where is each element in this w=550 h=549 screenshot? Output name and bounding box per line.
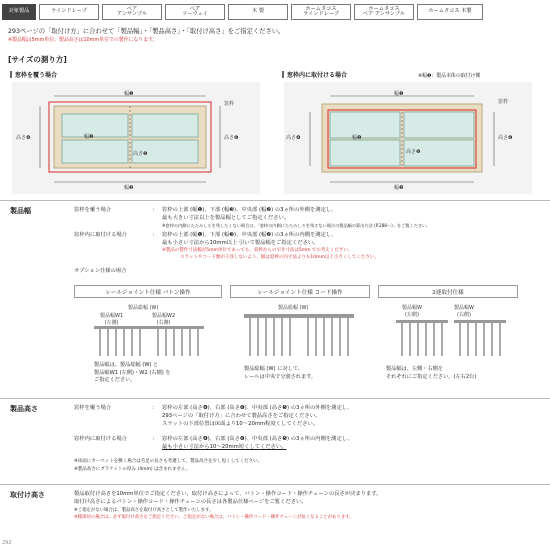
height-note1: ※床面にカーペットを敷く場合は毛足の長さも考慮して、製品高さを少し短くしてください。 bbox=[74, 459, 263, 464]
colon: ： bbox=[152, 232, 158, 238]
tab-wood[interactable]: 木 製 bbox=[228, 4, 288, 20]
frame-label: 窓枠 bbox=[498, 99, 509, 105]
height-cover-text2: 293ページの「取付け方」に合わせて製品高さをご指定ください。 bbox=[162, 413, 321, 419]
option3-dim-w1: 製品幅W (左側) bbox=[402, 305, 422, 318]
height-inside-label: 窓枠内に取付ける場合 bbox=[74, 436, 127, 442]
dim-height-left: 高さ❹ bbox=[16, 135, 31, 141]
title-bar-icon bbox=[282, 71, 284, 78]
height-inside-text1: 窓枠の左部 (高さ❹)、右部 (高さ❻)、中央部 (高さ❺) の3ヵ所の内側を測定し、 bbox=[162, 436, 353, 442]
mount-text2: 取付け高さによるバトン・操作コード・操作チェーンの長さは各製品仕様ページをご覧ください。 bbox=[74, 499, 307, 505]
mount-note2: ※膝掛居の場合は、必ず取付け高さをご指定ください。ご指定がない場合は、バトン・操作コード・操作チェーンが短くなることがあります。 bbox=[74, 515, 354, 520]
mount-text1: 製品取付け高さを10mm単位でご指定ください。取付け高さによって、バトン・操作コード・操作チェーンの長さが決まります。 bbox=[74, 491, 382, 497]
option2-desc: 製品総幅 (W) に対して、 レールは中央で分割されます。 bbox=[244, 366, 317, 380]
option2-diagram bbox=[244, 304, 354, 354]
title-bar-icon bbox=[10, 71, 12, 78]
blind-vertical-icon bbox=[94, 326, 204, 356]
height-cover-text3: スラットの下部位置は床面より10～20mm程度くしてください。 bbox=[162, 421, 319, 427]
width-cover-text2: 最も大きい寸法以上を製品幅としてご指定ください。 bbox=[162, 215, 290, 221]
width-inside-label: 窓枠内に取付ける場合 bbox=[74, 232, 127, 238]
intro-text: 293ページの「取付け方」に合わせて「製品幅」・「製品高さ」・「取付け高さ」をご指定ください。 bbox=[8, 28, 285, 35]
mount-heading: 取付け高さ bbox=[10, 491, 45, 499]
window-cover-diagram bbox=[12, 82, 260, 194]
width-cover-label: 窓枠を覆う場合 bbox=[74, 207, 112, 213]
width-cover-note: ※窓枠の内側にたたみしろを残したくない場合は、「窓枠の内側にたたみしろを残さない場合の製品幅の算出方法 (P.288～)」をご覧ください。 bbox=[162, 223, 431, 228]
dim-width-top: 幅❶ bbox=[124, 91, 134, 97]
height-cover-text1: 窓枠の左部 (高さ❹)、右部 (高さ❻)、中央部 (高さ❺) の3ヵ所の外側を測定し、 bbox=[162, 405, 353, 411]
blind-vertical-icon bbox=[396, 320, 506, 356]
option-box-1: レールジョイント仕様 バトン操作 bbox=[74, 285, 222, 298]
colon: ： bbox=[152, 207, 158, 213]
option2-dim-total: 製品総幅 (W) bbox=[278, 305, 309, 311]
divider bbox=[0, 398, 550, 399]
blind-vertical-icon bbox=[244, 314, 354, 356]
height-note2: ※製品高さにブラケットの厚み (4mm) は含まれません。 bbox=[74, 467, 191, 472]
option3-desc: 製品幅は、左側・右側を それぞれにご指定ください。(左右2台) bbox=[386, 366, 477, 380]
frame-label: 窓枠 bbox=[224, 101, 235, 107]
product-tabs bbox=[2, 4, 483, 20]
option3-diagram bbox=[396, 304, 506, 354]
option-box-3: 2連取付仕様 bbox=[378, 285, 518, 298]
tab-pair-twoway[interactable]: ペア ツーウェイ bbox=[165, 4, 225, 20]
height-cover-label: 窓枠を覆う場合 bbox=[74, 405, 112, 411]
colon: ： bbox=[152, 436, 158, 442]
measure-title: [サイズの測り方] bbox=[8, 55, 67, 64]
tab-pair-ensemble[interactable]: ペア アンサンブル bbox=[102, 4, 162, 20]
window-inside-diagram bbox=[284, 82, 532, 194]
dim-height-center: 高さ❺ bbox=[406, 149, 421, 155]
page-number: 292 bbox=[2, 540, 12, 546]
divider bbox=[0, 200, 550, 201]
width-inside-text2: 最も小さい寸法から10mm以上 引いて製品幅をご指定ください。 bbox=[162, 240, 319, 246]
width-heading: 製品幅 bbox=[10, 207, 31, 215]
width-cover-text1: 窓枠の上部 (幅❶)、下部 (幅❸)、中央部 (幅❷) の3ヵ所の外側を測定し、 bbox=[162, 207, 337, 213]
intro-note: ※製品幅は5mm単位、製品高さは10mm単位での製作になります。 bbox=[8, 37, 158, 43]
dim-height-right: 高さ❻ bbox=[224, 135, 239, 141]
tab-hometacos-pair-ensemble[interactable]: ホームタコス ペア アンサンブル bbox=[354, 4, 414, 20]
dim-width-mid: 幅❷ bbox=[352, 135, 362, 141]
dim-height-left: 高さ❹ bbox=[286, 135, 301, 141]
dim-width-top: 幅❶ bbox=[394, 91, 404, 97]
option1-dim-total: 製品総幅 (W) bbox=[128, 305, 159, 311]
dim-height-right: 高さ❻ bbox=[498, 135, 513, 141]
tab-hometacos-line-drape[interactable]: ホームタコス ラインドレープ bbox=[291, 4, 351, 20]
height-heading: 製品高さ bbox=[10, 405, 38, 413]
fig-right-panel bbox=[284, 82, 532, 194]
fig-left-panel bbox=[12, 82, 260, 194]
divider bbox=[0, 484, 550, 485]
width-inside-note2: スラットやコード類が干渉しないよう、幅は窓枠の内寸法よりも10mm以上小さくしてください。 bbox=[180, 255, 379, 260]
dim-height-center: 高さ❺ bbox=[133, 151, 148, 157]
fig-left-title-text: 窓枠を覆う場合 bbox=[15, 72, 58, 79]
option3-dim-w2: 製品幅W (右側) bbox=[454, 305, 474, 318]
height-inside-text2: 最も小さい寸法から10～20mm短くしてください。 bbox=[162, 444, 287, 450]
option1-diagram bbox=[94, 304, 204, 354]
option-box-2: レールジョイント仕様 コード操作 bbox=[230, 285, 370, 298]
tab-line-drape[interactable]: ラインドレープ bbox=[39, 4, 99, 20]
option1-dim-w1: 製品幅W1 (左側) bbox=[100, 313, 124, 326]
mount-note1: ※ご指定がない場合は、製品高さを取付け高さとして製作いたします。 bbox=[74, 508, 214, 513]
tab-target-products[interactable]: 対象製品 bbox=[2, 4, 36, 20]
fig-left-title bbox=[10, 70, 57, 79]
dim-width-bottom: 幅❸ bbox=[394, 185, 404, 191]
dim-width-bottom: 幅❸ bbox=[124, 185, 134, 191]
tab-hometacos-wood[interactable]: ホームタコス 木製 bbox=[417, 4, 483, 20]
width-inside-text1: 窓枠の上部 (幅❶)、下部 (幅❸)、中央部 (幅❷) の3ヵ所の内側を測定し、 bbox=[162, 232, 337, 238]
option1-desc: 製品幅は、製品総幅 (W) と 製品幅W1 (左側)・W2 (右側) を ご指定ください。 bbox=[94, 362, 171, 383]
fig-right-title-text: 窓枠内に取付ける場合 bbox=[287, 72, 348, 79]
option-title: オプション仕様の場合 bbox=[74, 268, 127, 274]
fig-right-note: ※幅❸：製品本体の取付け側 bbox=[418, 73, 481, 79]
width-inside-note1: ※製品の製作寸法幅が5mm単位であっても、窓枠からの引き寸法は5mm でお考えください。 bbox=[162, 248, 353, 253]
colon: ： bbox=[152, 405, 158, 411]
option1-dim-w2: 製品幅W2 (右側) bbox=[152, 313, 176, 326]
fig-right-title bbox=[282, 70, 347, 79]
dim-width-mid: 幅❷ bbox=[84, 134, 94, 140]
